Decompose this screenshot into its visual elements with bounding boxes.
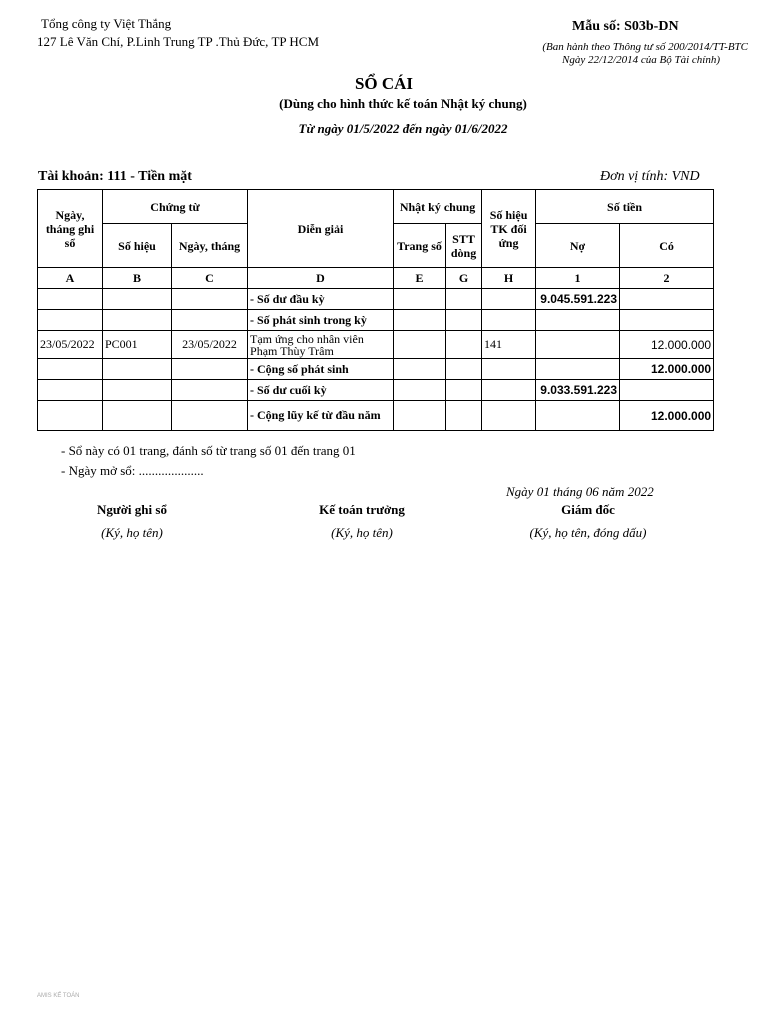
row-description: Tạm ứng cho nhân viên Phạm Thùy Trâm [248,331,394,359]
code-cell: G [446,268,482,289]
company-name: Tổng công ty Việt Thắng [41,16,172,31]
row-contra-account [482,359,536,380]
code-cell: C [172,268,248,289]
table-row [38,380,714,401]
director-title: Giám đốc [561,502,615,517]
row-contra-account [482,310,536,331]
row-debit: 9.045.591.223 [536,289,620,310]
row-debit [536,310,620,331]
row-journal-line [446,359,482,380]
header-journal: Nhật ký chung [394,190,482,224]
row-voucher-date [172,289,248,310]
header-amount: Số tiền [536,190,714,224]
row-credit: 12.000.000 [620,401,714,431]
row-debit: 9.033.591.223 [536,380,620,401]
open-date-note: - Ngày mở sổ: .................... [61,463,204,478]
row-voucher-no [103,310,172,331]
row-contra-account [482,380,536,401]
header-voucher: Chứng từ [103,190,248,224]
row-date: 23/05/2022 [38,331,103,359]
header-journal-page: Trang số [394,224,446,268]
currency-unit: Đơn vị tính: VND [600,169,700,184]
row-contra-account [482,289,536,310]
code-cell: D [248,268,394,289]
code-cell: A [38,268,103,289]
row-debit [536,331,620,359]
code-cell: B [103,268,172,289]
row-description: - Số dư đầu kỳ [248,289,394,310]
header-description: Diễn giải [248,190,394,268]
row-date [38,401,103,431]
table-row [38,331,714,359]
row-voucher-no [103,401,172,431]
page-title: SỔ CÁI [354,74,414,93]
header-contra-account: Số hiệu TK đối ứng [482,190,536,268]
row-journal-page [394,310,446,331]
preparer-title: Người ghi sổ [97,502,167,517]
row-journal-line [446,401,482,431]
chief-accountant-title: Kế toán trưởng [319,502,405,517]
row-date [38,380,103,401]
row-journal-page [394,380,446,401]
row-voucher-date [172,359,248,380]
row-journal-page [394,401,446,431]
row-voucher-date [172,310,248,331]
header-voucher-date: Ngày, tháng [172,224,248,268]
row-credit [620,289,714,310]
header-journal-line: STT dòng [446,224,482,268]
row-date [38,289,103,310]
code-cell: E [394,268,446,289]
code-cell: 1 [536,268,620,289]
form-regulation-note: (Ban hành theo Thông tư số 200/2014/TT-BTC [542,41,748,53]
row-journal-line [446,380,482,401]
row-description: - Số phát sinh trong kỳ [248,310,394,331]
table-row [38,310,714,331]
row-date [38,310,103,331]
row-contra-account: 141 [482,331,536,359]
row-voucher-no: PC001 [103,331,172,359]
row-voucher-no [103,359,172,380]
account-label: Tài khoản: 111 - Tiền mặt [38,169,192,184]
row-voucher-no [103,289,172,310]
page-count-note: - Sổ này có 01 trang, đánh số từ trang số 01 đến trang 01 [61,443,356,458]
header-voucher-no: Số hiệu [103,224,172,268]
form-number: Mẫu số: S03b-DN [572,19,679,34]
table-row [38,289,714,310]
code-cell: 2 [620,268,714,289]
row-date [38,359,103,380]
row-credit: 12.000.000 [620,359,714,380]
header-date: Ngày, tháng ghi sổ [38,190,103,268]
chief-accountant-signature-hint: (Ký, họ tên) [331,525,393,540]
row-description: - Cộng lũy kế từ đầu năm [248,401,394,431]
header-debit: Nợ [536,224,620,268]
director-signature-hint: (Ký, họ tên, đóng dấu) [529,525,647,540]
row-debit [536,359,620,380]
row-journal-line [446,310,482,331]
preparer-signature-hint: (Ký, họ tên) [101,525,163,540]
software-watermark: AMIS KẾ TOÁN [37,993,80,999]
row-contra-account [482,401,536,431]
row-journal-line [446,331,482,359]
report-period: Từ ngày 01/5/2022 đến ngày 01/6/2022 [298,121,508,136]
row-credit: 12.000.000 [620,331,714,359]
row-journal-page [394,359,446,380]
company-address: 127 Lê Văn Chí, P.Linh Trung TP .Thủ Đức, TP HCM [37,34,320,49]
row-journal-page [394,289,446,310]
code-cell: H [482,268,536,289]
row-journal-line [446,289,482,310]
table-row [38,359,714,380]
signature-date: Ngày 01 tháng 06 năm 2022 [506,484,654,499]
row-voucher-no [103,380,172,401]
page-subtitle: (Dùng cho hình thức kế toán Nhật ký chung) [279,96,527,111]
row-journal-page [394,331,446,359]
row-credit [620,310,714,331]
form-regulation-date: Ngày 22/12/2014 của Bộ Tài chính) [562,54,720,66]
row-voucher-date [172,380,248,401]
row-voucher-date [172,401,248,431]
row-description: - Cộng số phát sinh [248,359,394,380]
row-debit [536,401,620,431]
header-credit: Có [620,224,714,268]
ledger-table [37,189,714,431]
table-row [38,401,714,431]
row-voucher-date: 23/05/2022 [172,331,248,359]
row-credit [620,380,714,401]
row-description: - Số dư cuối kỳ [248,380,394,401]
